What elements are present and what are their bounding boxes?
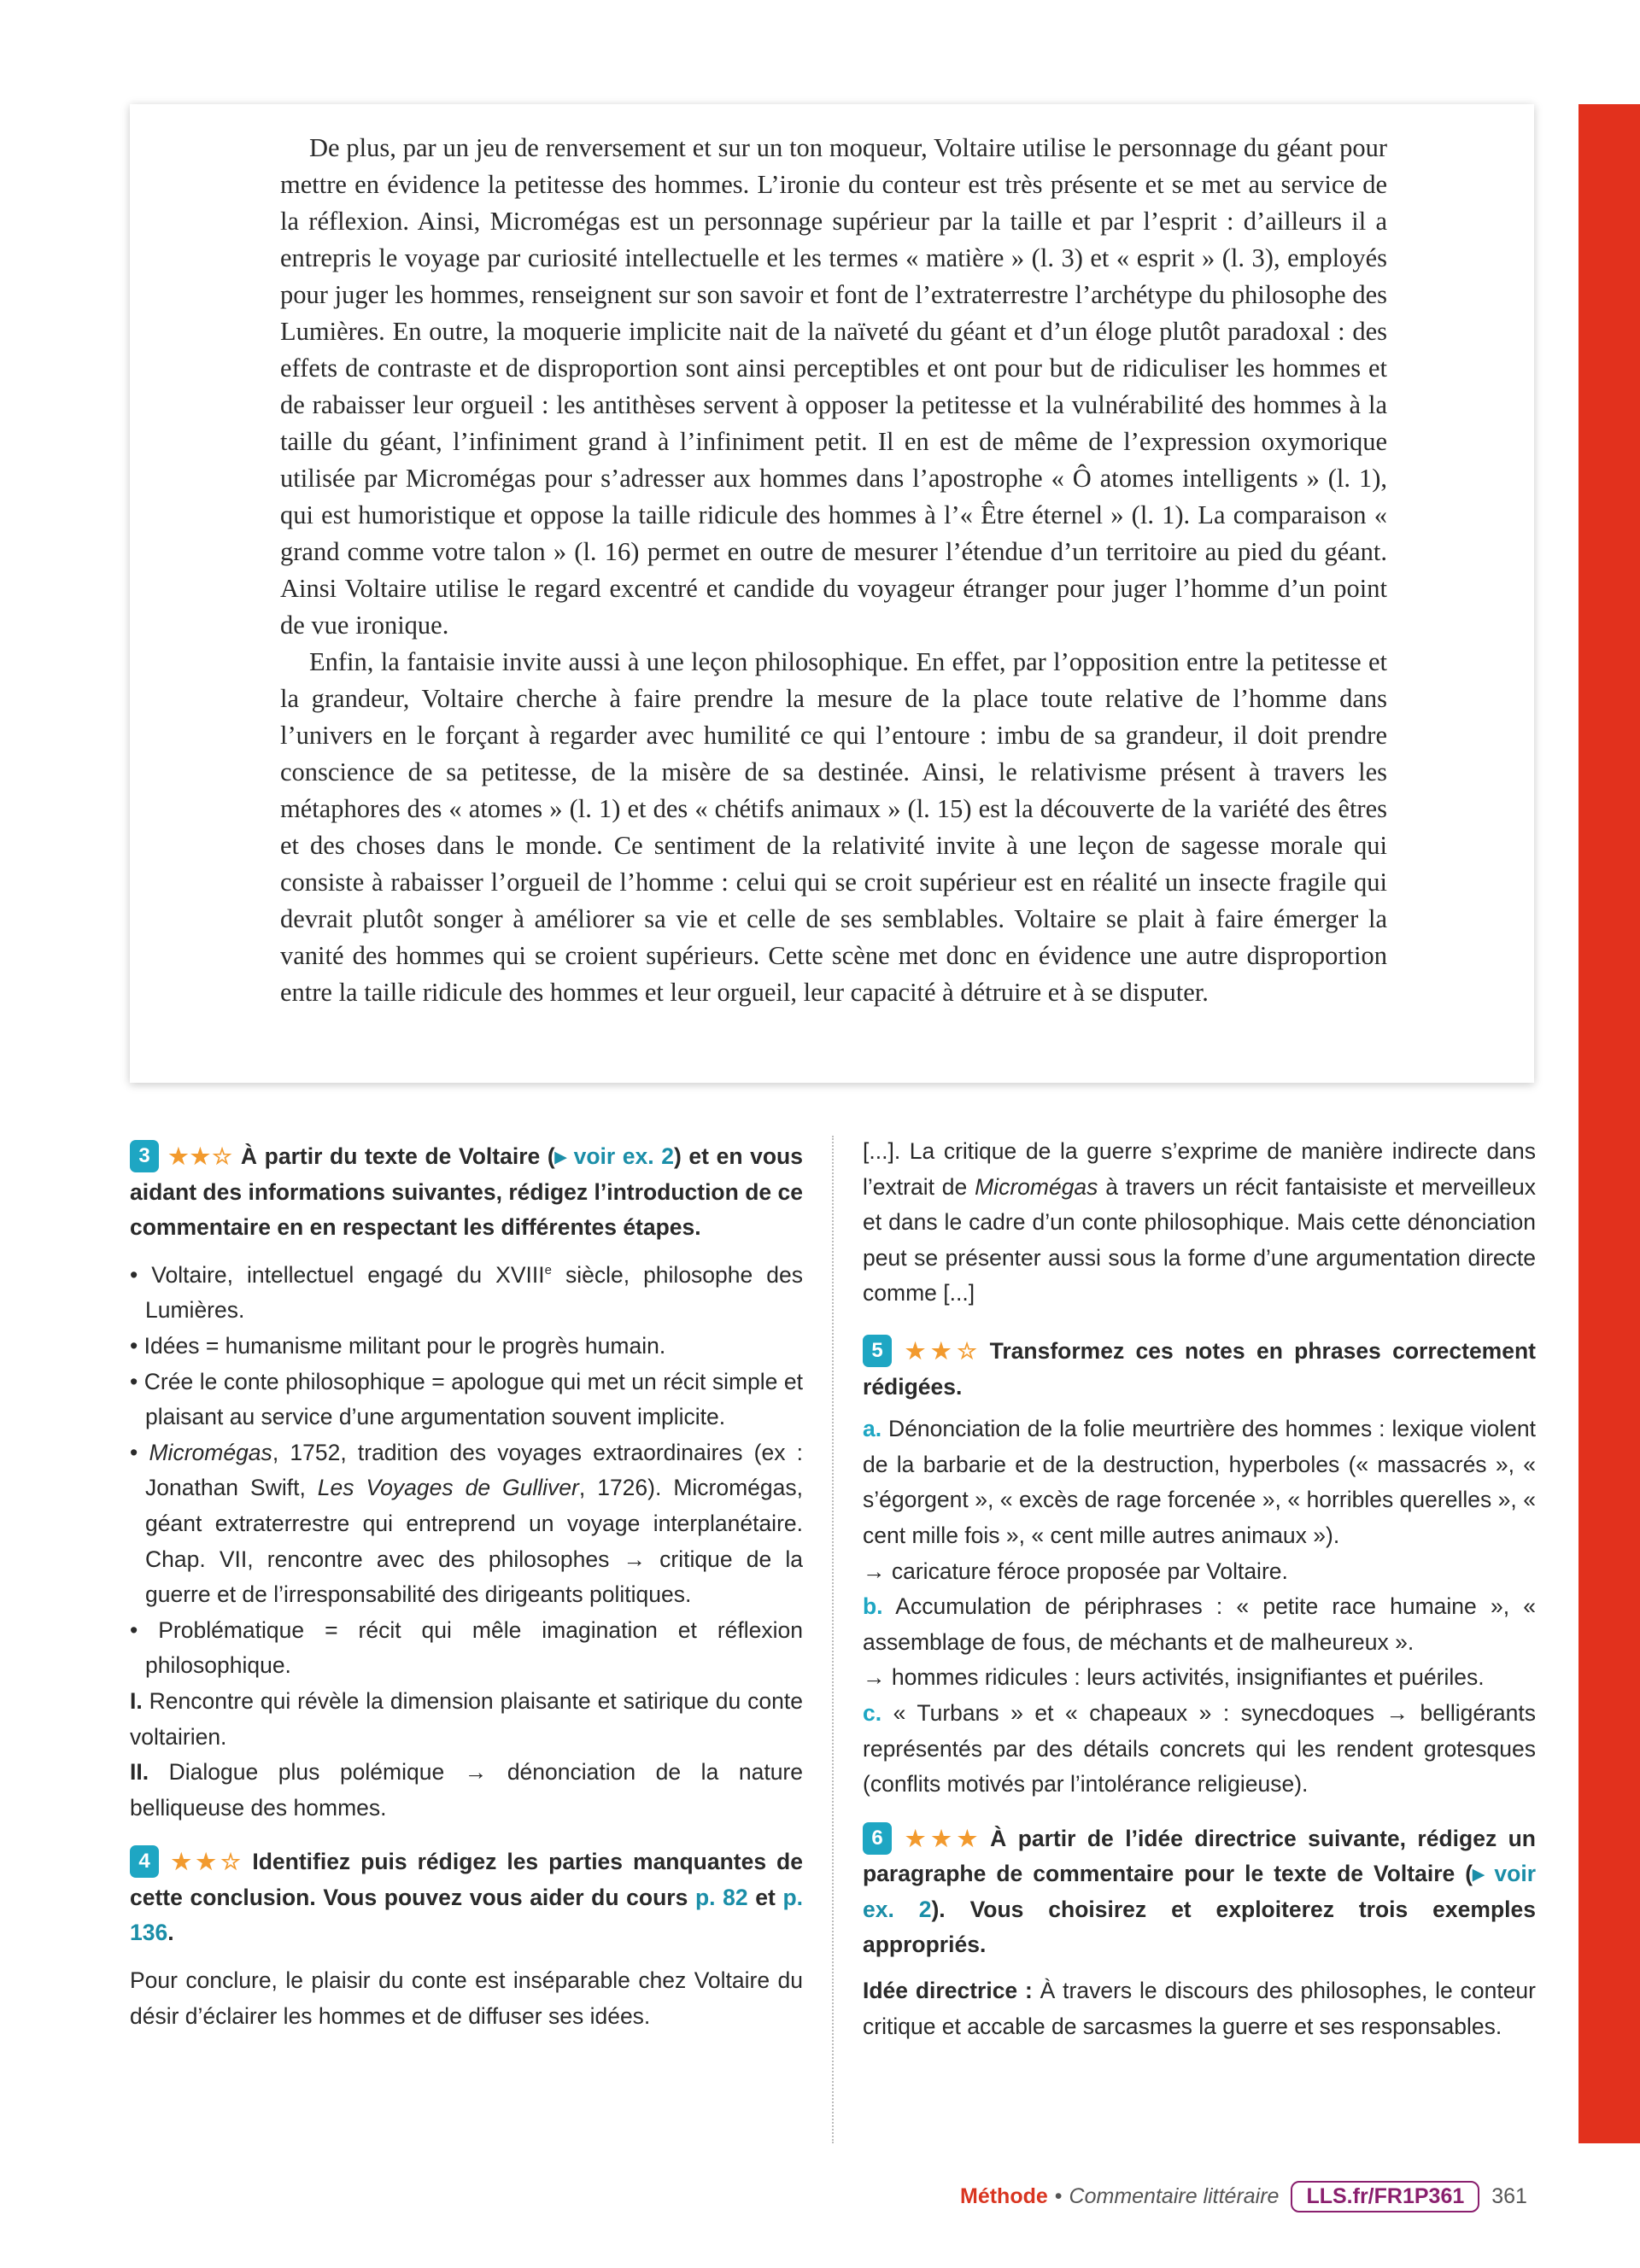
difficulty-stars-icon: ★★☆ [167,1143,234,1169]
commentary-excerpt-card [130,104,1534,1083]
chapter-color-bar [1578,104,1640,2143]
text-segment: Problématique = récit qui mêle imagination et réflexion philosophique. [145,1616,803,1679]
text-segment: Voltaire, intellectuel engagé du XVIII [151,1261,545,1288]
list-item [130,1258,803,1329]
item-label: b. [863,1593,883,1620]
text-segment: Dialogue plus polémique → dénonciation de la nature belliqueuse des hommes. [130,1759,803,1821]
exercise-4-heading [130,1844,803,1951]
text-segment: siècle, philosophe des Lumières. [145,1261,803,1324]
text-segment: Transformez ces notes en phrases correctement rédigées. [863,1337,1536,1400]
text-segment: À partir de l’idée directrice suivante, rédigez un paragraphe de commentaire pour le texte de Voltaire ( [863,1825,1536,1887]
text-segment: Accumulation de périphrases : « petite race humaine », « assemblage de fous, de méchants et de malheureux ». [863,1593,1536,1655]
exercise-3-heading [130,1139,803,1246]
text-segment: Micromégas [975,1173,1098,1200]
page-footer [960,2181,1527,2212]
text-segment: à travers un récit fantaisiste et merveilleux et dans le cadre d’un conte philosophique. Mais cette dénonciation peut se présenter aussi sous la forme d’une argumentation directe comme [...] [863,1173,1537,1306]
difficulty-stars-icon: ★★☆ [167,1849,246,1875]
cross-reference-link[interactable]: p. 82 [694,1884,748,1910]
note-item [863,1696,1536,1803]
text-segment: Idées = humanisme militant pour le progrès humain. [144,1332,666,1359]
text-segment: ). Vous choisirez et exploiterez trois exemples appropriés. [863,1896,1536,1958]
text-segment: ) et en vous aidant des informations suivantes, rédigez l’introduction de ce commentaire en en respectant les différentes étapes. [130,1143,803,1241]
cross-reference-link[interactable]: p. 136 [130,1884,803,1946]
list-item [130,1329,803,1365]
column-divider [832,1136,834,2143]
note-item [863,1412,1536,1553]
notes-list [863,1412,1536,1803]
exercise-5-heading [863,1334,1536,1405]
left-column [130,1139,803,2034]
note-item [863,1660,1536,1696]
text-segment: Micromégas [149,1439,272,1465]
text-segment: Pour conclure, le plaisir du conte est inséparable chez Voltaire du désir d’éclairer les hommes et de diffuser ses idées. [130,1967,803,2029]
note-item [863,1589,1536,1660]
plan-part-1 [130,1684,803,1755]
exercise-number-badge: 4 [130,1845,159,1878]
item-label: c. [863,1699,882,1726]
text-segment: → hommes ridicules : leurs activités, insignifiantes et puériles. [863,1664,1485,1691]
text-segment: [...]. La critique de la guerre s’exprime de manière indirecte dans l’extrait de [863,1138,1536,1200]
note-item [863,1554,1536,1590]
commentary-text [280,130,1387,1011]
text-segment: et [747,1884,783,1910]
cross-reference-link[interactable]: ▸ voir ex. 2 [863,1861,1537,1922]
page-number: 361 [1491,2184,1527,2208]
right-column [863,1134,1536,2044]
exercise-number-badge: 3 [130,1140,159,1172]
footer-link[interactable]: LLS.fr/FR1P361 [1291,2181,1479,2212]
exercise-6-heading [863,1821,1536,1963]
footer-separator: • [1054,2184,1063,2208]
text-segment: Dénonciation de la folie meurtrière des hommes : lexique violent de la barbarie et de la destruction, hyperboles (« massacrés », « s’égorgent », « excès de rage forcenée », « horribles querelles », « cent mille fois », « cent mille autres animaux »). [863,1416,1536,1548]
text-segment: Identifiez puis rédigez les parties manquantes de cette conclusion. Vous pouvez vous aider du cours [130,1849,803,1910]
info-list [130,1258,803,1684]
text-segment: Crée le conte philosophique = apologue qui met un récit simple et plaisant au service d’une argumentation souvent implicite. [144,1368,804,1430]
text-segment: Les Voyages de Gulliver [317,1475,579,1501]
difficulty-stars-icon: ★★★ [900,1825,984,1851]
text-segment: e [544,1262,552,1277]
text-segment: À partir du texte de Voltaire ( [240,1143,555,1169]
text-segment: « Turbans » et « chapeaux » : synecdoques → belligérants représentés par des détails concrets qui les rendent grotesques (conflits motivés par l’intolérance religieuse). [863,1699,1536,1797]
exercise-number-badge: 6 [863,1822,892,1855]
list-item [130,1365,803,1435]
footer-subtitle: Commentaire littéraire [1069,2184,1280,2208]
text-segment: → caricature féroce proposée par Voltaire. [863,1558,1288,1584]
text-segment: Enfin, la fantaisie invite aussi à une leçon philosophique. En effet, par l’opposition entre la petitesse et la grandeur, Voltaire cherche à faire prendre la mesure de la place toute relative de l’homme dans l’univers en le forçant à regarder avec humilité ce qui l’entoure : imbu de sa grandeur, il doit prendre conscience de sa petitesse, de la misère de sa destinée. Ainsi, le relativisme présent à travers les métaphores des « atomes » (l. 1) et des « chétifs animaux » (l. 15) est la découverte de la variété des êtres et des choses dans le monde. Ce sentiment de la relativité invite à une leçon de sagesse morale qui consiste à rabaisser l’orgueil de l’homme : celui qui se croit supérieur est en réalité un insecte fragile qui devrait plutôt songer à améliorer sa vie et celle de ses semblables. Voltaire se plait à faire émerger la vanité des hommes qui se croient supérieurs. Cette scène met donc en évidence une autre disproportion entre la taille ridicule des hommes et leur orgueil, leur capacité à détruire et à se disputer. [280,647,1387,1007]
text-segment: I. [130,1687,143,1714]
text-segment: Rencontre qui révèle la dimension plaisante et satirique du conte voltairien. [130,1687,803,1750]
list-item [130,1435,803,1613]
text-segment: , 1752, tradition des voyages extraordinaires (ex : Jonathan Swift, [145,1439,804,1501]
text-segment: Idée directrice : [863,1978,1033,2004]
text-segment: II. [130,1759,149,1786]
item-label: a. [863,1416,882,1442]
text-segment: , 1726). Micromégas, géant extraterrestre qui entreprend un voyage interplanétaire. Chap. VII, rencontre avec des philosophes → critique de la guerre et de l’irresponsabilité des dirigeants politiques. [145,1475,803,1608]
text-segment: À travers le discours des philosophes, le conteur critique et accable de sarcasmes la guerre et ses responsables. [863,1978,1536,2039]
paragraph [280,130,1387,644]
guiding-idea [863,1973,1536,2044]
list-item [130,1613,803,1684]
footer-section: Méthode [960,2184,1048,2208]
conclusion-text [130,1963,803,2034]
text-segment: . [167,1920,174,1946]
plan-part-2 [130,1755,803,1826]
conclusion-continuation [863,1134,1536,1312]
difficulty-stars-icon: ★★☆ [900,1337,983,1364]
exercise-number-badge: 5 [863,1335,892,1367]
text-segment: De plus, par un jeu de renversement et sur un ton moqueur, Voltaire utilise le personnage du géant pour mettre en évidence la petitesse des hommes. L’ironie du conteur est très présente et se met au service de la réflexion. Ainsi, Micromégas est un personnage supérieur par la taille et par l’esprit : d’ailleurs il a entrepris le voyage par curiosité intellectuelle et les termes « matière » (l. 3) et « esprit » (l. 3), employés pour juger les hommes, renseignent sur son savoir et font de l’extraterrestre l’archétype du philosophe des Lumières. En outre, la moquerie implicite nait de la naïveté du géant et d’un éloge plutôt paradoxal : des effets de contraste et de disproportion sont ainsi perceptibles et ont pour but de ridiculiser les hommes et de rabaisser leur orgueil : les antithèses servent à opposer la petitesse et la vulnérabilité des hommes à la taille du géant, l’infiniment grand à l’infiniment petit. Il en est de même de l’expression oxymorique utilisée par Micromégas pour s’adresser aux hommes dans l’apostrophe « Ô atomes intelligents » (l. 1), qui est humoristique et oppose la taille ridicule des hommes à l’« Être éternel » (l. 1). La comparaison « grand comme votre talon » (l. 16) permet en outre de mesurer l’étendue d’un territoire au pied du géant. Ainsi Voltaire utilise le regard excentré et candide du voyageur étranger pour juger l’homme d’un point de vue ironique. [280,133,1387,640]
paragraph [280,644,1387,1011]
cross-reference-link[interactable]: ▸ voir ex. 2 [554,1143,674,1169]
